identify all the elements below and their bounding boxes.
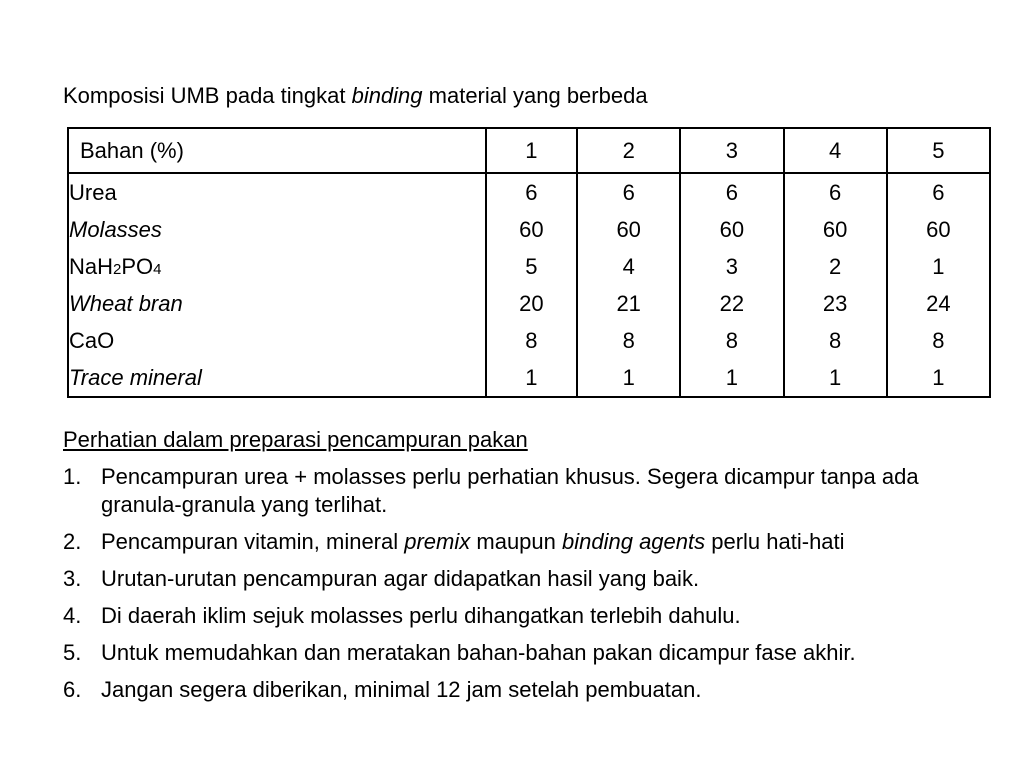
header-col-4: 4 bbox=[784, 128, 887, 173]
values-col-5 bbox=[887, 173, 990, 397]
cell-value: 60 bbox=[616, 217, 641, 242]
cell-value: 60 bbox=[926, 217, 951, 242]
note-number: 5. bbox=[63, 640, 82, 665]
slide-title bbox=[63, 82, 648, 110]
cell-value: 1 bbox=[525, 365, 538, 390]
note-number: 3. bbox=[63, 566, 82, 591]
note-text: Jangan segera diberikan, minimal 12 jam setelah pembuatan. bbox=[101, 677, 702, 702]
note-text: Pencampuran urea + molasses perlu perhatian khusus. Segera dicampur tanpa ada granula-granula yang terlihat. bbox=[101, 464, 919, 517]
cell-value: 60 bbox=[822, 217, 848, 242]
cell-value: 1 bbox=[725, 365, 739, 390]
cell-value: 1 bbox=[932, 254, 945, 279]
ingredient-wheat-bran: Wheat bran bbox=[69, 291, 183, 316]
cell-value: 23 bbox=[822, 291, 848, 316]
note-item bbox=[63, 602, 1003, 630]
cell-value: 1 bbox=[622, 365, 635, 390]
header-col-1: 1 bbox=[486, 128, 577, 173]
title-emphasis: binding bbox=[351, 83, 423, 108]
cell-value: 6 bbox=[932, 180, 945, 205]
composition-table bbox=[67, 127, 991, 398]
formula-part-2: 2 bbox=[113, 261, 122, 278]
cell-value: 20 bbox=[519, 291, 544, 316]
notes-section bbox=[63, 426, 1003, 713]
values-col-3 bbox=[680, 173, 783, 397]
cell-value: 60 bbox=[719, 217, 745, 242]
ingredient-urea: Urea bbox=[69, 180, 117, 205]
cell-value: 2 bbox=[829, 254, 842, 279]
formula-part-po: PO bbox=[121, 254, 154, 279]
cell-value: 22 bbox=[719, 291, 745, 316]
note-text-part: Pencampuran vitamin, mineral bbox=[101, 529, 405, 554]
title-pre: Komposisi UMB pada tingkat bbox=[63, 83, 352, 108]
header-col-5: 5 bbox=[887, 128, 990, 173]
notes-title: Perhatian dalam preparasi pencampuran pakan bbox=[63, 427, 528, 452]
note-item bbox=[63, 463, 1003, 519]
note-text: Di daerah iklim sejuk molasses perlu dihangatkan terlebih dahulu. bbox=[101, 603, 741, 628]
cell-value: 6 bbox=[622, 180, 635, 205]
ingredient-trace-mineral: Trace mineral bbox=[69, 365, 202, 390]
formula-part-4: 4 bbox=[153, 261, 162, 278]
note-item bbox=[63, 676, 1003, 704]
cell-value: 8 bbox=[932, 328, 945, 353]
cell-value: 5 bbox=[525, 254, 538, 279]
note-number: 1. bbox=[63, 464, 82, 489]
cell-value: 60 bbox=[519, 217, 544, 242]
ingredient-nah2po4 bbox=[69, 248, 485, 285]
header-bahan: Bahan (%) bbox=[68, 128, 486, 173]
cell-value: 24 bbox=[926, 291, 951, 316]
title-post: material yang berbeda bbox=[422, 83, 648, 108]
table-body-row bbox=[68, 173, 990, 397]
cell-value: 1 bbox=[829, 365, 842, 390]
note-text-part: perlu hati-hati bbox=[705, 529, 845, 554]
note-item bbox=[63, 565, 1003, 593]
note-emphasis: premix bbox=[404, 529, 471, 554]
formula-part-nah: NaH bbox=[69, 254, 114, 279]
cell-value: 3 bbox=[725, 254, 739, 279]
ingredient-molasses: Molasses bbox=[69, 217, 162, 242]
note-number: 4. bbox=[63, 603, 82, 628]
note-item bbox=[63, 639, 1003, 667]
note-text-part: maupun bbox=[470, 529, 562, 554]
note-emphasis: binding agents bbox=[562, 529, 706, 554]
ingredient-cao: CaO bbox=[69, 328, 115, 353]
note-item bbox=[63, 528, 1003, 556]
values-col-1 bbox=[486, 173, 577, 397]
cell-value: 21 bbox=[616, 291, 641, 316]
cell-value: 8 bbox=[622, 328, 635, 353]
cell-value: 1 bbox=[932, 365, 945, 390]
header-col-2: 2 bbox=[577, 128, 680, 173]
cell-value: 6 bbox=[829, 180, 842, 205]
note-number: 6. bbox=[63, 677, 82, 702]
cell-value: 8 bbox=[829, 328, 842, 353]
cell-value: 6 bbox=[725, 180, 739, 205]
values-col-2 bbox=[577, 173, 680, 397]
note-text: Urutan-urutan pencampuran agar didapatkan hasil yang baik. bbox=[101, 566, 700, 591]
cell-value: 8 bbox=[725, 328, 739, 353]
ingredient-names bbox=[68, 173, 486, 397]
note-text: Untuk memudahkan dan meratakan bahan-bahan pakan dicampur fase akhir. bbox=[101, 640, 856, 665]
cell-value: 8 bbox=[525, 328, 538, 353]
table-header-row bbox=[68, 128, 990, 173]
cell-value: 4 bbox=[622, 254, 635, 279]
note-number: 2. bbox=[63, 529, 82, 554]
header-col-3: 3 bbox=[680, 128, 783, 173]
values-col-4 bbox=[784, 173, 887, 397]
cell-value: 6 bbox=[525, 180, 538, 205]
